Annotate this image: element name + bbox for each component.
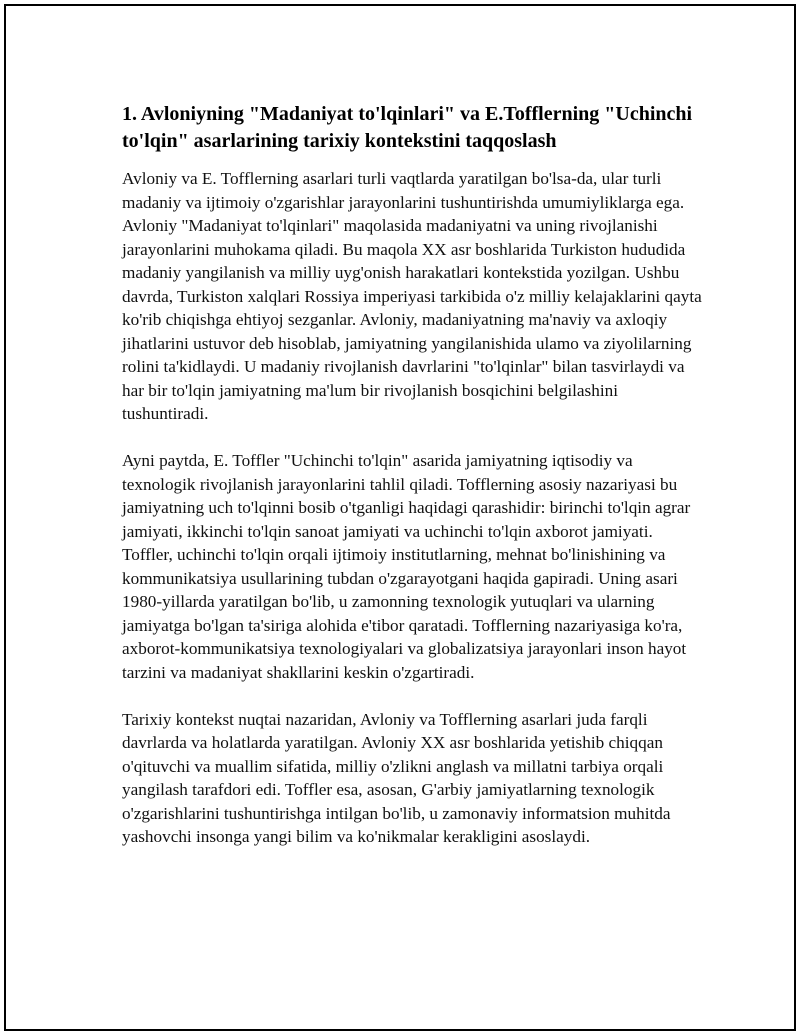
paragraph-2: Ayni paytda, E. Toffler "Uchinchi to'lqin" asarida jamiyatning iqtisodiy va texnologik rivojlanish jarayonlarini tahlil qiladi. Tofflerning asosiy nazariyasi bu jamiyatning uch to'lqinni bosib o'tganligi haqidagi qarashidir: birinchi to'lqin agrar jamiyati, ikkinchi to'lqin sanoat jamiyati va uchinchi to'lqin axborot jamiyati. Toffler, uchinchi to'lqin orqali ijtimoiy institutlarning, mehnat bo'linishining va kommunikatsiya usullarining tubdan o'zgarayotgani haqida gapiradi. Uning asari 1980-yillarda yaratilgan bo'lib, u zamonning texnologik yutuqlari va ularning jamiyatga bo'lgan ta'siriga alohida e'tibor qaratadi. Tofflerning nazariyasiga ko'ra, axborot-kommunikatsiya texnologiyalari va globalizatsiya jarayonlari inson hayot tarzini va madaniyat shakllarini keskin o'zgartiradi. bbox=[122, 451, 691, 682]
paragraph-3: Tarixiy kontekst nuqtai nazaridan, Avloniy va Tofflerning asarlari juda farqli davrlarda va holatlarda yaratilgan. Avloniy XX asr boshlarida yetishib chiqqan o'qituvchi va muallim sifatida, milliy o'zlikni anglash va millatni tarbiya orqali yangilash tarafdori edi. Toffler esa, asosan, G'arbiy jamiyatlarning texnologik o'zgarishlarini tushuntirishga intilgan bo'lib, u zamonaviy informatsion muhitda yashovchi insonga yangi bilim va ko'nikmalar kerakligini asoslaydi. bbox=[122, 709, 671, 846]
page-frame bbox=[4, 4, 796, 1031]
section-heading: 1. Avloniyning "Madaniyat to'lqinlari" va E.Tofflerning "Uchinchi to'lqin" asarlarining tarixiy kontekstini taqqoslash bbox=[122, 103, 693, 152]
document-body bbox=[122, 101, 702, 872]
paragraph-1: Avloniy va E. Tofflerning asarlari turli vaqtlarda yaratilgan bo'lsa-da, ular turli madaniy va ijtimoiy o'zgarishlar jarayonlarini tushuntirishda umumiyliklarga ega. Avloniy "Madaniyat to'lqinlari" maqolasida madaniyatni va uning rivojlanishi jarayonlarini muhokama qiladi. Bu maqola XX asr boshlarida Turkiston hududida madaniy yangilanish va milliy uyg'onish harakatlari kontekstida yozilgan. Ushbu davrda, Turkiston xalqlari Rossiya imperiyasi tarkibida o'z milliy kelajaklarini qayta ko'rib chiqishga ehtiyoj sezganlar. Avloniy, madaniyatning ma'naviy va axloqiy jihatlarini ustuvor deb hisoblab, jamiyatning yangilanishida ulamo va ziyolilarning rolini ta'kidlaydi. U madaniy rivojlanish davrlarini "to'lqinlar" bilan tasvirlaydi va har bir to'lqin jamiyatning ma'lum bir rivojlanish bosqichini belgilashini tushuntiradi. bbox=[122, 169, 702, 423]
